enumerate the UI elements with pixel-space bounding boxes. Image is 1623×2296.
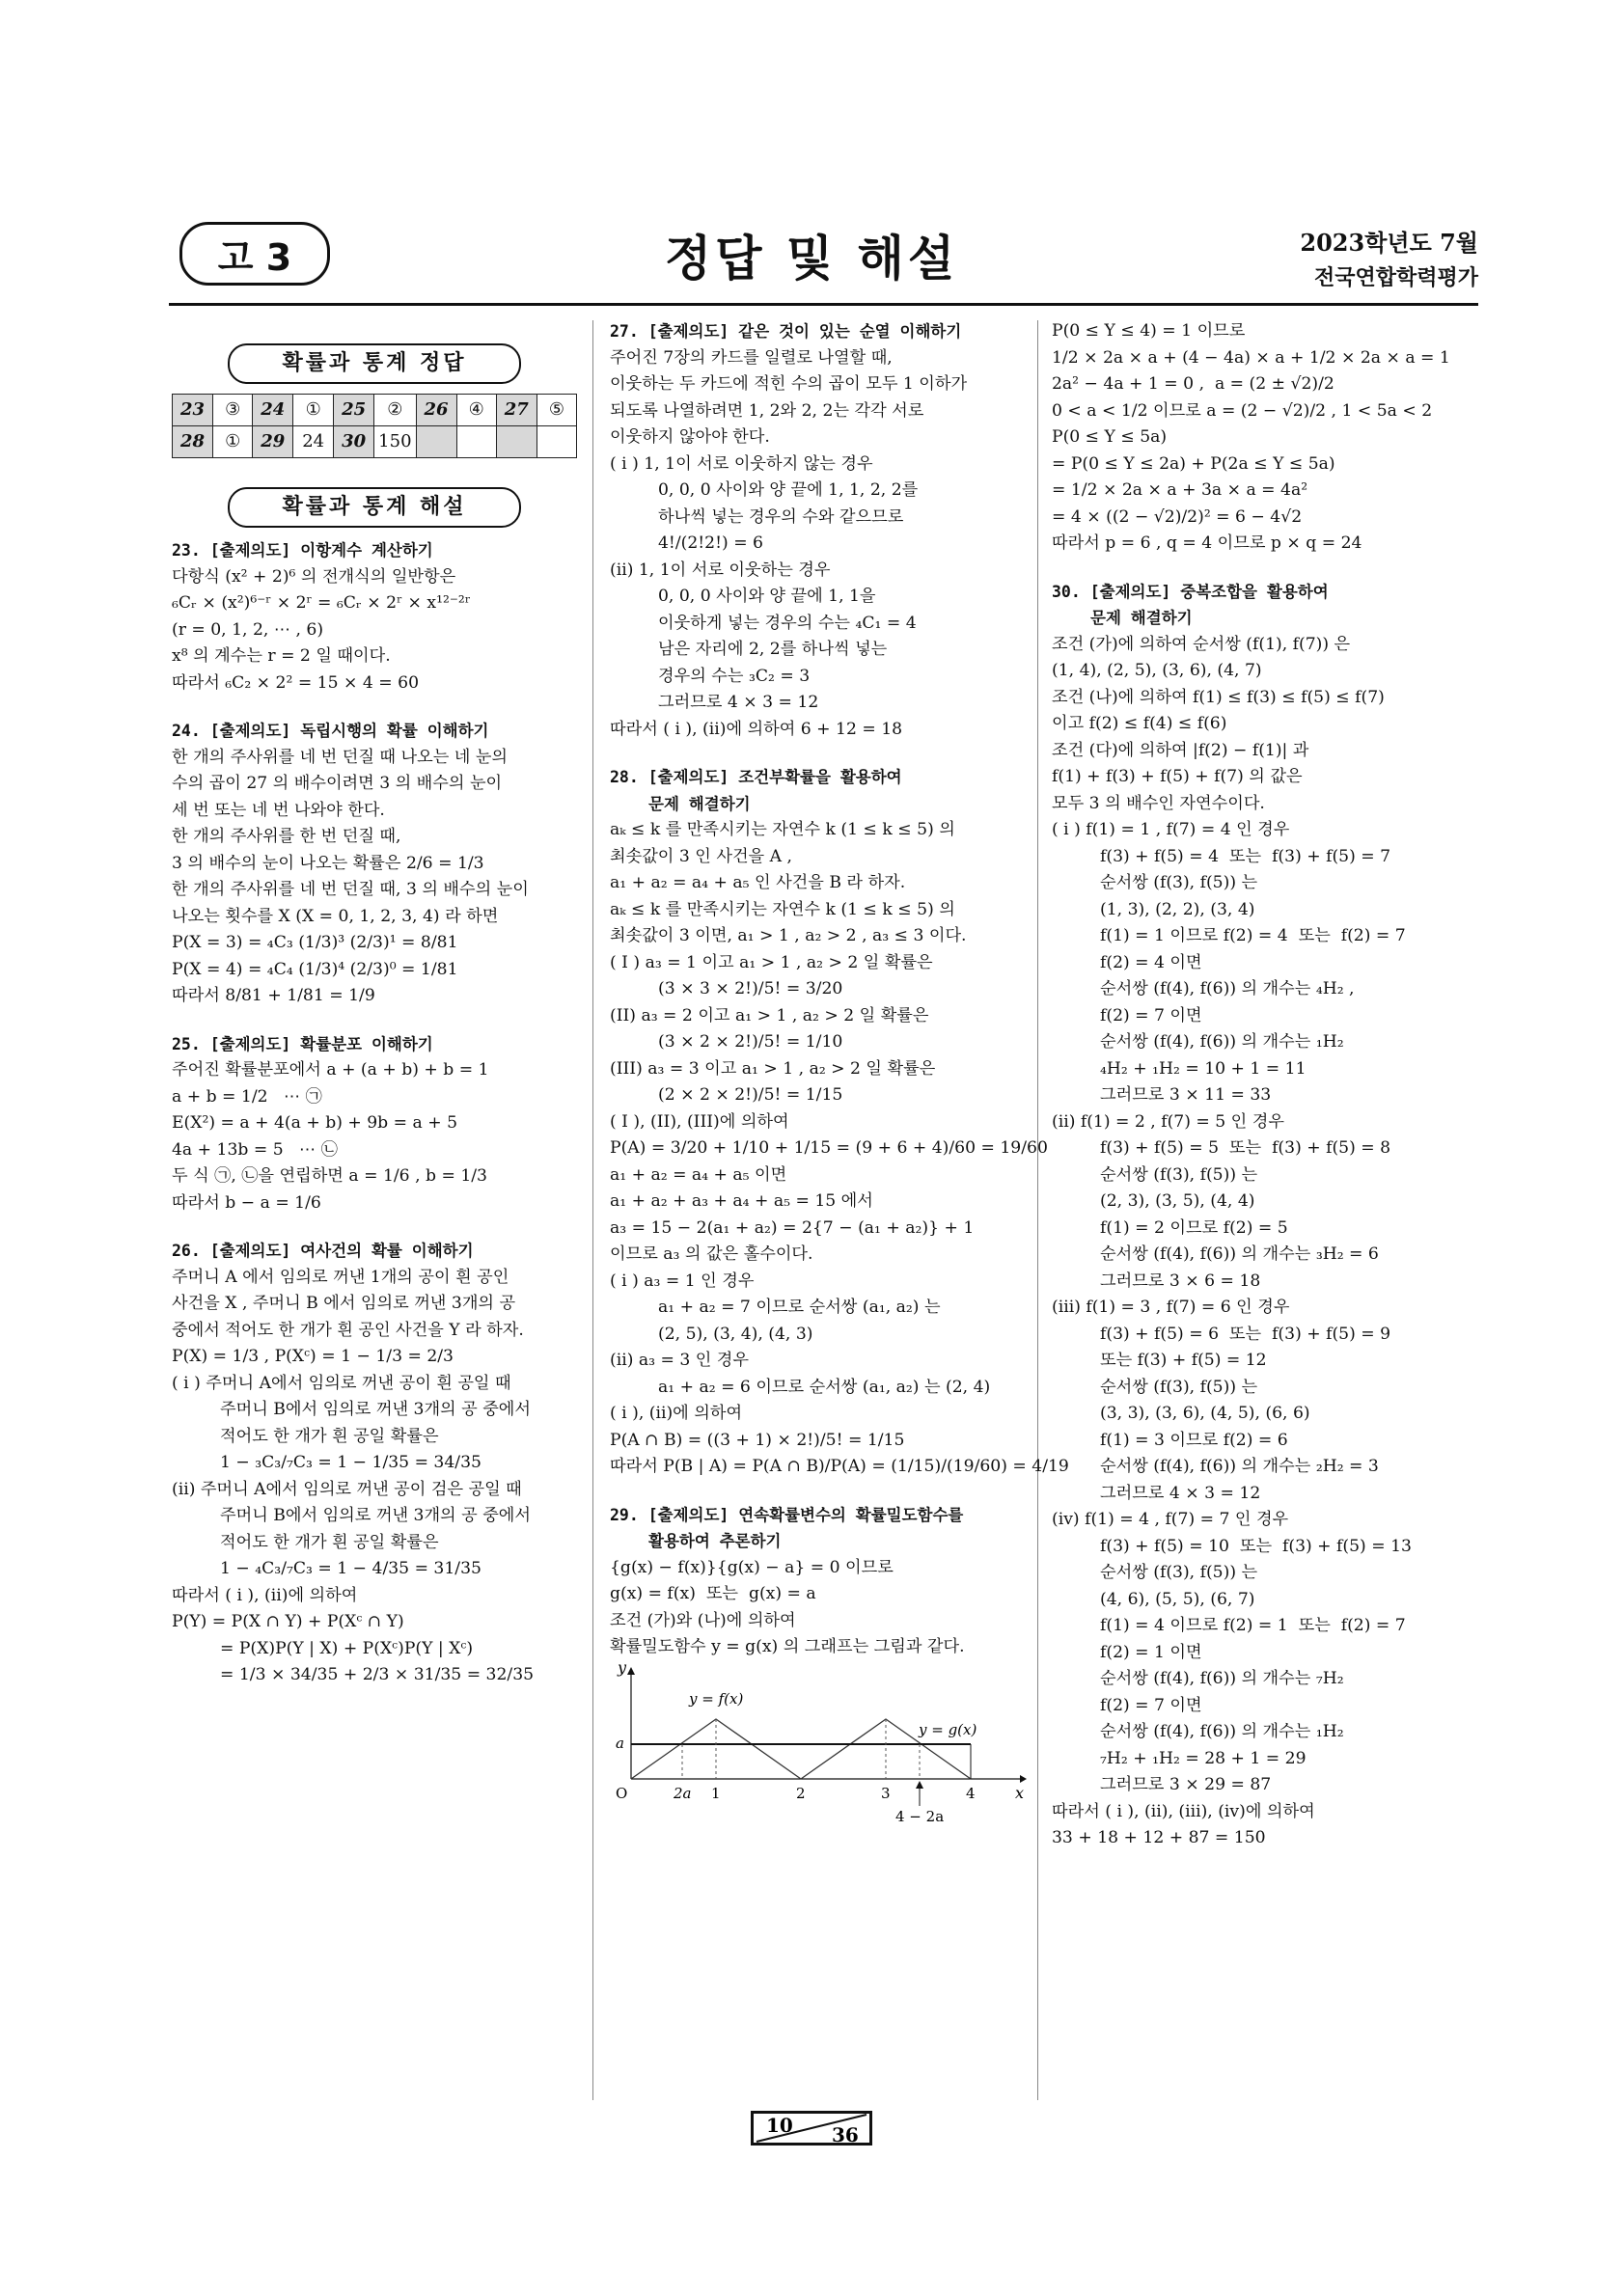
a-label: a xyxy=(616,1734,624,1752)
indented-line: ₇H₂ + ₁H₂ = 28 + 1 = 29 xyxy=(1100,1748,1307,1768)
question-number: 27 xyxy=(496,395,536,426)
density-graph xyxy=(610,1663,1027,1827)
answer-value: ④ xyxy=(456,395,496,426)
indented-line: 1 − ₃C₃/₇C₃ = 1 − 1/35 = 34/35 xyxy=(220,1453,481,1472)
tick-4-minus-2a: 4 − 2a xyxy=(895,1807,945,1825)
text-line: ₆Cᵣ × (x²)⁶⁻ʳ × 2ʳ = ₆Cᵣ × 2ʳ × x¹²⁻²ʳ xyxy=(172,593,471,613)
indented-line: 순서쌍 (f(4), f(6)) 의 개수는 ₃H₂ = 6 xyxy=(1100,1244,1379,1264)
text-line: 주머니 A 에서 임의로 꺼낸 1개의 공이 흰 공인 xyxy=(172,1267,509,1287)
indented-line: 0, 0, 0 사이와 양 끝에 1, 1, 2, 2를 xyxy=(658,480,919,500)
text-line: 최솟값이 3 이면, a₁ > 1 , a₂ > 2 , a₃ ≤ 3 이다. xyxy=(610,926,967,945)
text-line: 다항식 (x² + 2)⁶ 의 전개식의 일반항은 xyxy=(172,566,456,587)
text-line: 주어진 7장의 카드를 일렬로 나열할 때, xyxy=(610,347,893,368)
text-line: P(X = 4) = ₄C₄ (1/3)⁴ (2/3)⁰ = 1/81 xyxy=(172,959,458,979)
indented-line: f(3) + f(5) = 10 또는 f(3) + f(5) = 13 xyxy=(1100,1536,1412,1556)
text-line: P(Y) = P(X ∩ Y) + P(Xᶜ ∩ Y) xyxy=(172,1612,404,1631)
indented-line: 1 − ₄C₃/₇C₃ = 1 − 4/35 = 31/35 xyxy=(220,1559,481,1578)
text-line: = 4 × ((2 − √2)/2)² = 6 − 4√2 xyxy=(1052,506,1303,527)
indented-line: 그러므로 3 × 11 = 33 xyxy=(1100,1085,1272,1105)
text-line: 따라서 ( i ), (ii)에 의하여 xyxy=(172,1585,358,1605)
text-line: 한 개의 주사위를 네 번 던질 때 나오는 네 눈의 xyxy=(172,747,509,767)
indented-line: = P(X)P(Y | X) + P(Xᶜ)P(Y | Xᶜ) xyxy=(220,1638,474,1658)
text-line: 되도록 나열하려면 1, 2와 2, 2는 각각 서로 xyxy=(610,400,924,421)
text-line: 0 < a < 1/2 이므로 a = (2 − √2)/2 , 1 < 5a < 2 xyxy=(1052,400,1433,421)
text-line: 따라서 p = 6 , q = 4 이므로 p × q = 24 xyxy=(1052,533,1362,553)
text-line: 이웃하지 않아야 한다. xyxy=(610,427,770,447)
text-line: 3 의 배수의 눈이 나오는 확률은 2/6 = 1/3 xyxy=(172,853,484,873)
column-divider xyxy=(1037,320,1038,2100)
indented-line: 이웃하게 넣는 경우의 수는 ₄C₁ = 4 xyxy=(658,613,917,633)
answer-value: 24 xyxy=(293,426,334,458)
answer-row xyxy=(173,426,577,458)
text-line: 한 개의 주사위를 한 번 던질 때, xyxy=(172,827,401,846)
y-axis-arrow xyxy=(627,1667,635,1675)
indented-line: 그러므로 3 × 6 = 18 xyxy=(1100,1271,1261,1291)
text-line: aₖ ≤ k 를 만족시키는 자연수 k (1 ≤ k ≤ 5) 의 xyxy=(610,899,955,919)
page-number-badge xyxy=(751,2111,872,2146)
indented-line: 주머니 B에서 임의로 꺼낸 3개의 공 중에서 xyxy=(220,1506,531,1525)
text-line: P(A) = 3/20 + 1/10 + 1/15 = (9 + 6 + 4)/60 = 19/60 xyxy=(610,1138,1048,1158)
text-line: 따라서 P(B | A) = P(A ∩ B)/P(A) = (1/15)/(19/60) = 4/19 xyxy=(610,1457,1069,1476)
text-line: ( i ), (ii)에 의하여 xyxy=(610,1404,743,1423)
y-axis-label: y xyxy=(618,1662,627,1677)
text-line: (III) a₃ = 3 이고 a₁ > 1 , a₂ > 2 일 확률은 xyxy=(610,1058,936,1079)
text-line: (ii) a₃ = 3 인 경우 xyxy=(610,1351,750,1370)
indented-line: 적어도 한 개가 흰 공일 확률은 xyxy=(220,1426,439,1446)
question-heading: 30. [출제의도] 중복조합을 활용하여 xyxy=(1052,582,1329,601)
text-line: aₖ ≤ k 를 만족시키는 자연수 k (1 ≤ k ≤ 5) 의 xyxy=(610,820,955,839)
indented-line: = 1/3 × 34/35 + 2/3 × 31/35 = 32/35 xyxy=(220,1665,535,1684)
header-divider xyxy=(169,303,1478,306)
text-line: ( I ) a₃ = 1 이고 a₁ > 1 , a₂ > 2 일 확률은 xyxy=(610,952,933,972)
answer-value: ⑤ xyxy=(536,395,576,426)
text-line: 수의 곱이 27 의 배수이려면 3 의 배수의 눈이 xyxy=(172,774,503,793)
text-line: 이웃하는 두 카드에 적힌 수의 곱이 모두 1 이하가 xyxy=(610,374,968,394)
exam-org: 전국연합학력평가 xyxy=(1313,266,1478,290)
answer-row xyxy=(173,395,577,426)
text-line: (r = 0, 1, 2, ⋯ , 6) xyxy=(172,619,324,640)
indented-line: 그러므로 4 × 3 = 12 xyxy=(1100,1483,1261,1503)
g-label: y = g(x) xyxy=(919,1720,977,1738)
text-line: 따라서 ( i ), (ii)에 의하여 6 + 12 = 18 xyxy=(610,719,903,739)
question-heading-cont: 문제 해결하기 xyxy=(648,794,751,813)
indented-line: f(2) = 4 이면 xyxy=(1100,952,1202,972)
indented-line: (2, 5), (3, 4), (4, 3) xyxy=(658,1324,813,1344)
answer-value: ③ xyxy=(213,395,253,426)
indented-line: 0, 0, 0 사이와 양 끝에 1, 1을 xyxy=(658,587,876,606)
indented-line: f(1) = 2 이므로 f(2) = 5 xyxy=(1100,1217,1288,1238)
question-heading: 24. [출제의도] 독립시행의 확률 이해하기 xyxy=(172,722,489,740)
text-line: (II) a₃ = 2 이고 a₁ > 1 , a₂ > 2 일 확률은 xyxy=(610,1005,929,1025)
column-right-body xyxy=(1052,318,1476,1852)
text-line: ( i ) 1, 1이 서로 이웃하지 않는 경우 xyxy=(610,453,873,474)
text-line: 이므로 a₃ 의 값은 홀수이다. xyxy=(610,1244,813,1264)
text-line: P(A ∩ B) = ((3 + 1) × 2!)/5! = 1/15 xyxy=(610,1430,905,1450)
question-heading: 26. [출제의도] 여사건의 확률 이해하기 xyxy=(172,1242,474,1260)
text-line: a₁ + a₂ + a₃ + a₄ + a₅ = 15 에서 xyxy=(610,1191,873,1211)
text-line: ( I ), (II), (III)에 의하여 xyxy=(610,1111,789,1132)
question-number: 28 xyxy=(173,426,213,458)
text-line: = 1/2 × 2a × a + 3a × a = 4a² xyxy=(1052,480,1308,500)
indented-line: 순서쌍 (f(4), f(6)) 의 개수는 ₁H₂ xyxy=(1100,1722,1344,1741)
indented-line: 주머니 B에서 임의로 꺼낸 3개의 공 중에서 xyxy=(220,1400,531,1419)
column-left xyxy=(172,318,577,1689)
text-line: a + b = 1/2 ⋯ ㉠ xyxy=(172,1086,322,1107)
text-line: ( i ) 주머니 A에서 임의로 꺼낸 공이 흰 공일 때 xyxy=(172,1373,511,1393)
indented-line: 또는 f(3) + f(5) = 12 xyxy=(1100,1351,1267,1370)
question-heading-cont: 활용하여 추론하기 xyxy=(648,1532,782,1550)
text-line: ( i ) f(1) = 1 , f(7) = 4 인 경우 xyxy=(1052,820,1290,839)
text-line: P(0 ≤ Y ≤ 4) = 1 이므로 xyxy=(1052,321,1246,341)
indented-line: f(1) = 1 이므로 f(2) = 4 또는 f(2) = 7 xyxy=(1100,926,1406,945)
text-line: 확률밀도함수 y = g(x) 의 그래프는 그림과 같다. xyxy=(610,1637,965,1656)
text-line: = P(0 ≤ Y ≤ 2a) + P(2a ≤ Y ≤ 5a) xyxy=(1052,453,1335,474)
question-heading: 29. [출제의도] 연속확률변수의 확률밀도함수를 xyxy=(610,1505,964,1524)
text-line: E(X²) = a + 4(a + b) + 9b = a + 5 xyxy=(172,1113,458,1133)
grade-label: 고 3 xyxy=(217,235,292,279)
indented-line: a₁ + a₂ = 7 이므로 순서쌍 (a₁, a₂) 는 xyxy=(658,1298,941,1317)
indented-line: 순서쌍 (f(3), f(5)) 는 xyxy=(1100,873,1258,892)
text-line: 이고 f(2) ≤ f(4) ≤ f(6) xyxy=(1052,714,1227,733)
question-number: 24 xyxy=(253,395,293,426)
indented-line: 순서쌍 (f(4), f(6)) 의 개수는 ₇H₂ xyxy=(1100,1669,1344,1688)
question-number: 23 xyxy=(173,395,213,426)
indented-line: 순서쌍 (f(4), f(6)) 의 개수는 ₁H₂ xyxy=(1100,1032,1344,1052)
exam-year: 2023학년도 7월 xyxy=(1300,229,1478,257)
indented-line: (3 × 2 × 2!)/5! = 1/10 xyxy=(658,1032,843,1052)
question-heading: 27. [출제의도] 같은 것이 있는 순열 이해하기 xyxy=(610,322,962,341)
text-line: 조건 (나)에 의하여 f(1) ≤ f(3) ≤ f(5) ≤ f(7) xyxy=(1052,687,1385,707)
answer-value xyxy=(456,426,496,458)
text-line: 한 개의 주사위를 네 번 던질 때, 3 의 배수의 눈이 xyxy=(172,880,529,899)
text-line: (iv) f(1) = 4 , f(7) = 7 인 경우 xyxy=(1052,1510,1289,1529)
text-line: 따라서 b − a = 1/6 xyxy=(172,1192,321,1213)
question-number xyxy=(416,426,456,458)
tick-2a: 2a xyxy=(674,1784,692,1802)
indented-line: 남은 자리에 2, 2를 하나씩 넣는 xyxy=(658,640,888,659)
answer-value: ① xyxy=(293,395,334,426)
indented-line: (3, 3), (3, 6), (4, 5), (6, 6) xyxy=(1100,1404,1310,1423)
text-line: {g(x) − f(x)}{g(x) − a} = 0 이므로 xyxy=(610,1557,894,1577)
answer-table xyxy=(172,394,577,458)
indented-line: (3 × 3 × 2!)/5! = 3/20 xyxy=(658,979,843,998)
question-number xyxy=(496,426,536,458)
indented-line: 하나씩 넣는 경우의 수와 같으므로 xyxy=(658,506,904,527)
indented-line: f(3) + f(5) = 5 또는 f(3) + f(5) = 8 xyxy=(1100,1138,1391,1158)
question-heading: 23. [출제의도] 이항계수 계산하기 xyxy=(172,541,433,560)
indented-line: 그러므로 4 × 3 = 12 xyxy=(658,693,819,712)
text-line: 33 + 18 + 12 + 87 = 150 xyxy=(1052,1828,1266,1847)
text-line: 1/2 × 2a × a + (4 − 4a) × a + 1/2 × 2a × a = 1 xyxy=(1052,347,1450,368)
indented-line: f(2) = 7 이면 xyxy=(1100,1695,1202,1715)
tick-1: 1 xyxy=(711,1784,721,1802)
text-line: 조건 (가)에 의하여 순서쌍 (f(1), f(7)) 은 xyxy=(1052,634,1351,654)
column-middle-body xyxy=(610,318,1069,1661)
text-line: (ii) 1, 1이 서로 이웃하는 경우 xyxy=(610,560,831,580)
text-line: P(0 ≤ Y ≤ 5a) xyxy=(1052,427,1168,447)
answer-value: ② xyxy=(374,395,416,426)
indented-line: 순서쌍 (f(4), f(6)) 의 개수는 ₂H₂ = 3 xyxy=(1100,1457,1379,1476)
text-line: (iii) f(1) = 3 , f(7) = 6 인 경우 xyxy=(1052,1298,1290,1317)
question-number: 30 xyxy=(334,426,374,458)
page-current: 10 xyxy=(766,2114,793,2137)
text-line: P(X) = 1/3 , P(Xᶜ) = 1 − 1/3 = 2/3 xyxy=(172,1347,454,1366)
indented-line: 그러므로 3 × 29 = 87 xyxy=(1100,1775,1272,1794)
text-line: 두 식 ㉠, ㉡을 연립하면 a = 1/6 , b = 1/3 xyxy=(172,1166,487,1186)
text-line: a₁ + a₂ = a₄ + a₅ 인 사건을 B 라 하자. xyxy=(610,873,906,892)
column-middle xyxy=(610,318,1069,1827)
indented-line: 적어도 한 개가 흰 공일 확률은 xyxy=(220,1532,439,1552)
text-line: 2a² − 4a + 1 = 0 , a = (2 ± √2)/2 xyxy=(1052,374,1334,394)
indented-line: 경우의 수는 ₃C₂ = 3 xyxy=(658,666,811,686)
indented-line: f(3) + f(5) = 4 또는 f(3) + f(5) = 7 xyxy=(1100,846,1391,866)
tick-3: 3 xyxy=(881,1784,891,1802)
text-line: 세 번 또는 네 번 나와야 한다. xyxy=(172,800,385,820)
x-axis-arrow xyxy=(1020,1775,1027,1783)
indented-line: f(1) = 4 이므로 f(2) = 1 또는 f(2) = 7 xyxy=(1100,1616,1406,1635)
indented-line: (2, 3), (3, 5), (4, 4) xyxy=(1100,1191,1255,1211)
text-line: 주어진 확률분포에서 a + (a + b) + b = 1 xyxy=(172,1060,489,1080)
indented-line: 순서쌍 (f(3), f(5)) 는 xyxy=(1100,1377,1258,1397)
text-line: a₁ + a₂ = a₄ + a₅ 이면 xyxy=(610,1164,787,1185)
text-line: 나오는 횟수를 X (X = 0, 1, 2, 3, 4) 라 하면 xyxy=(172,906,499,926)
text-line: ( i ) a₃ = 1 인 경우 xyxy=(610,1271,755,1291)
explanations-heading: 확률과 통계 해설 xyxy=(228,487,521,528)
indented-line: f(1) = 3 이므로 f(2) = 6 xyxy=(1100,1430,1288,1450)
indented-line: 4!/(2!2!) = 6 xyxy=(658,533,763,553)
question-heading: 25. [출제의도] 확률분포 이해하기 xyxy=(172,1034,433,1053)
indented-line: ₄H₂ + ₁H₂ = 10 + 1 = 11 xyxy=(1100,1058,1307,1079)
indented-line: a₁ + a₂ = 6 이므로 순서쌍 (a₁, a₂) 는 (2, 4) xyxy=(658,1377,991,1397)
indented-line: f(2) = 7 이면 xyxy=(1100,1005,1202,1025)
indented-line: 순서쌍 (f(3), f(5)) 는 xyxy=(1100,1164,1258,1185)
text-line: (ii) f(1) = 2 , f(7) = 5 인 경우 xyxy=(1052,1111,1284,1132)
text-line: 조건 (가)와 (나)에 의하여 xyxy=(610,1610,796,1630)
answer-value: ① xyxy=(213,426,253,458)
text-line: g(x) = f(x) 또는 g(x) = a xyxy=(610,1584,816,1603)
text-line: 중에서 적어도 한 개가 흰 공인 사건을 Y 라 하자. xyxy=(172,1320,524,1340)
answer-value: 150 xyxy=(374,426,416,458)
question-number: 26 xyxy=(416,395,456,426)
indented-line: 순서쌍 (f(3), f(5)) 는 xyxy=(1100,1563,1258,1582)
page-title: 정답 및 해설 xyxy=(664,231,959,287)
text-line: 따라서 8/81 + 1/81 = 1/9 xyxy=(172,986,375,1005)
indented-line: 순서쌍 (f(4), f(6)) 의 개수는 ₄H₂ , xyxy=(1100,979,1355,998)
text-line: f(1) + f(3) + f(5) + f(7) 의 값은 xyxy=(1052,767,1303,786)
text-line: a₃ = 15 − 2(a₁ + a₂) = 2{7 − (a₁ + a₂)} + 1 xyxy=(610,1217,975,1238)
question-number: 29 xyxy=(253,426,293,458)
origin-label: O xyxy=(616,1784,628,1802)
text-line: x⁸ 의 계수는 r = 2 일 때이다. xyxy=(172,646,391,666)
question-number: 25 xyxy=(334,395,374,426)
indented-line: f(2) = 1 이면 xyxy=(1100,1642,1202,1662)
answers-heading: 확률과 통계 정답 xyxy=(228,343,521,384)
text-line: 따라서 ( i ), (ii), (iii), (iv)에 의하여 xyxy=(1052,1801,1315,1821)
text-line: (ii) 주머니 A에서 임의로 꺼낸 공이 검은 공일 때 xyxy=(172,1479,522,1499)
text-line: (1, 4), (2, 5), (3, 6), (4, 7) xyxy=(1052,661,1262,680)
text-line: P(X = 3) = ₄C₃ (1/3)³ (2/3)¹ = 8/81 xyxy=(172,933,458,952)
exam-info xyxy=(1300,224,1478,291)
indented-line: (4, 6), (5, 5), (6, 7) xyxy=(1100,1589,1255,1609)
text-line: 따라서 ₆C₂ × 2² = 15 × 4 = 60 xyxy=(172,672,420,693)
page-total: 36 xyxy=(832,2123,859,2146)
text-line: 모두 3 의 배수인 자연수이다. xyxy=(1052,793,1265,813)
column-left-body xyxy=(172,537,577,1689)
text-line: 조건 (다)에 의하여 |f(2) − f(1)| 과 xyxy=(1052,740,1309,760)
tick-4: 4 xyxy=(966,1784,976,1802)
column-right xyxy=(1052,318,1476,1852)
f-label: y = f(x) xyxy=(689,1689,744,1708)
tick-2: 2 xyxy=(796,1784,806,1802)
indented-line: (2 × 2 × 2!)/5! = 1/15 xyxy=(658,1085,843,1105)
indented-line: (1, 3), (2, 2), (3, 4) xyxy=(1100,899,1255,919)
indented-line: f(3) + f(5) = 6 또는 f(3) + f(5) = 9 xyxy=(1100,1324,1391,1344)
text-line: 4a + 13b = 5 ⋯ ㉡ xyxy=(172,1139,338,1160)
text-line: 사건을 X , 주머니 B 에서 임의로 꺼낸 3개의 공 xyxy=(172,1294,516,1313)
x-axis-label: x xyxy=(1015,1783,1025,1802)
question-heading-cont: 문제 해결하기 xyxy=(1090,609,1193,627)
answer-value xyxy=(536,426,576,458)
text-line: 최솟값이 3 인 사건을 A , xyxy=(610,846,792,866)
question-heading: 28. [출제의도] 조건부확률을 활용하여 xyxy=(610,768,902,786)
column-divider xyxy=(592,320,593,2100)
